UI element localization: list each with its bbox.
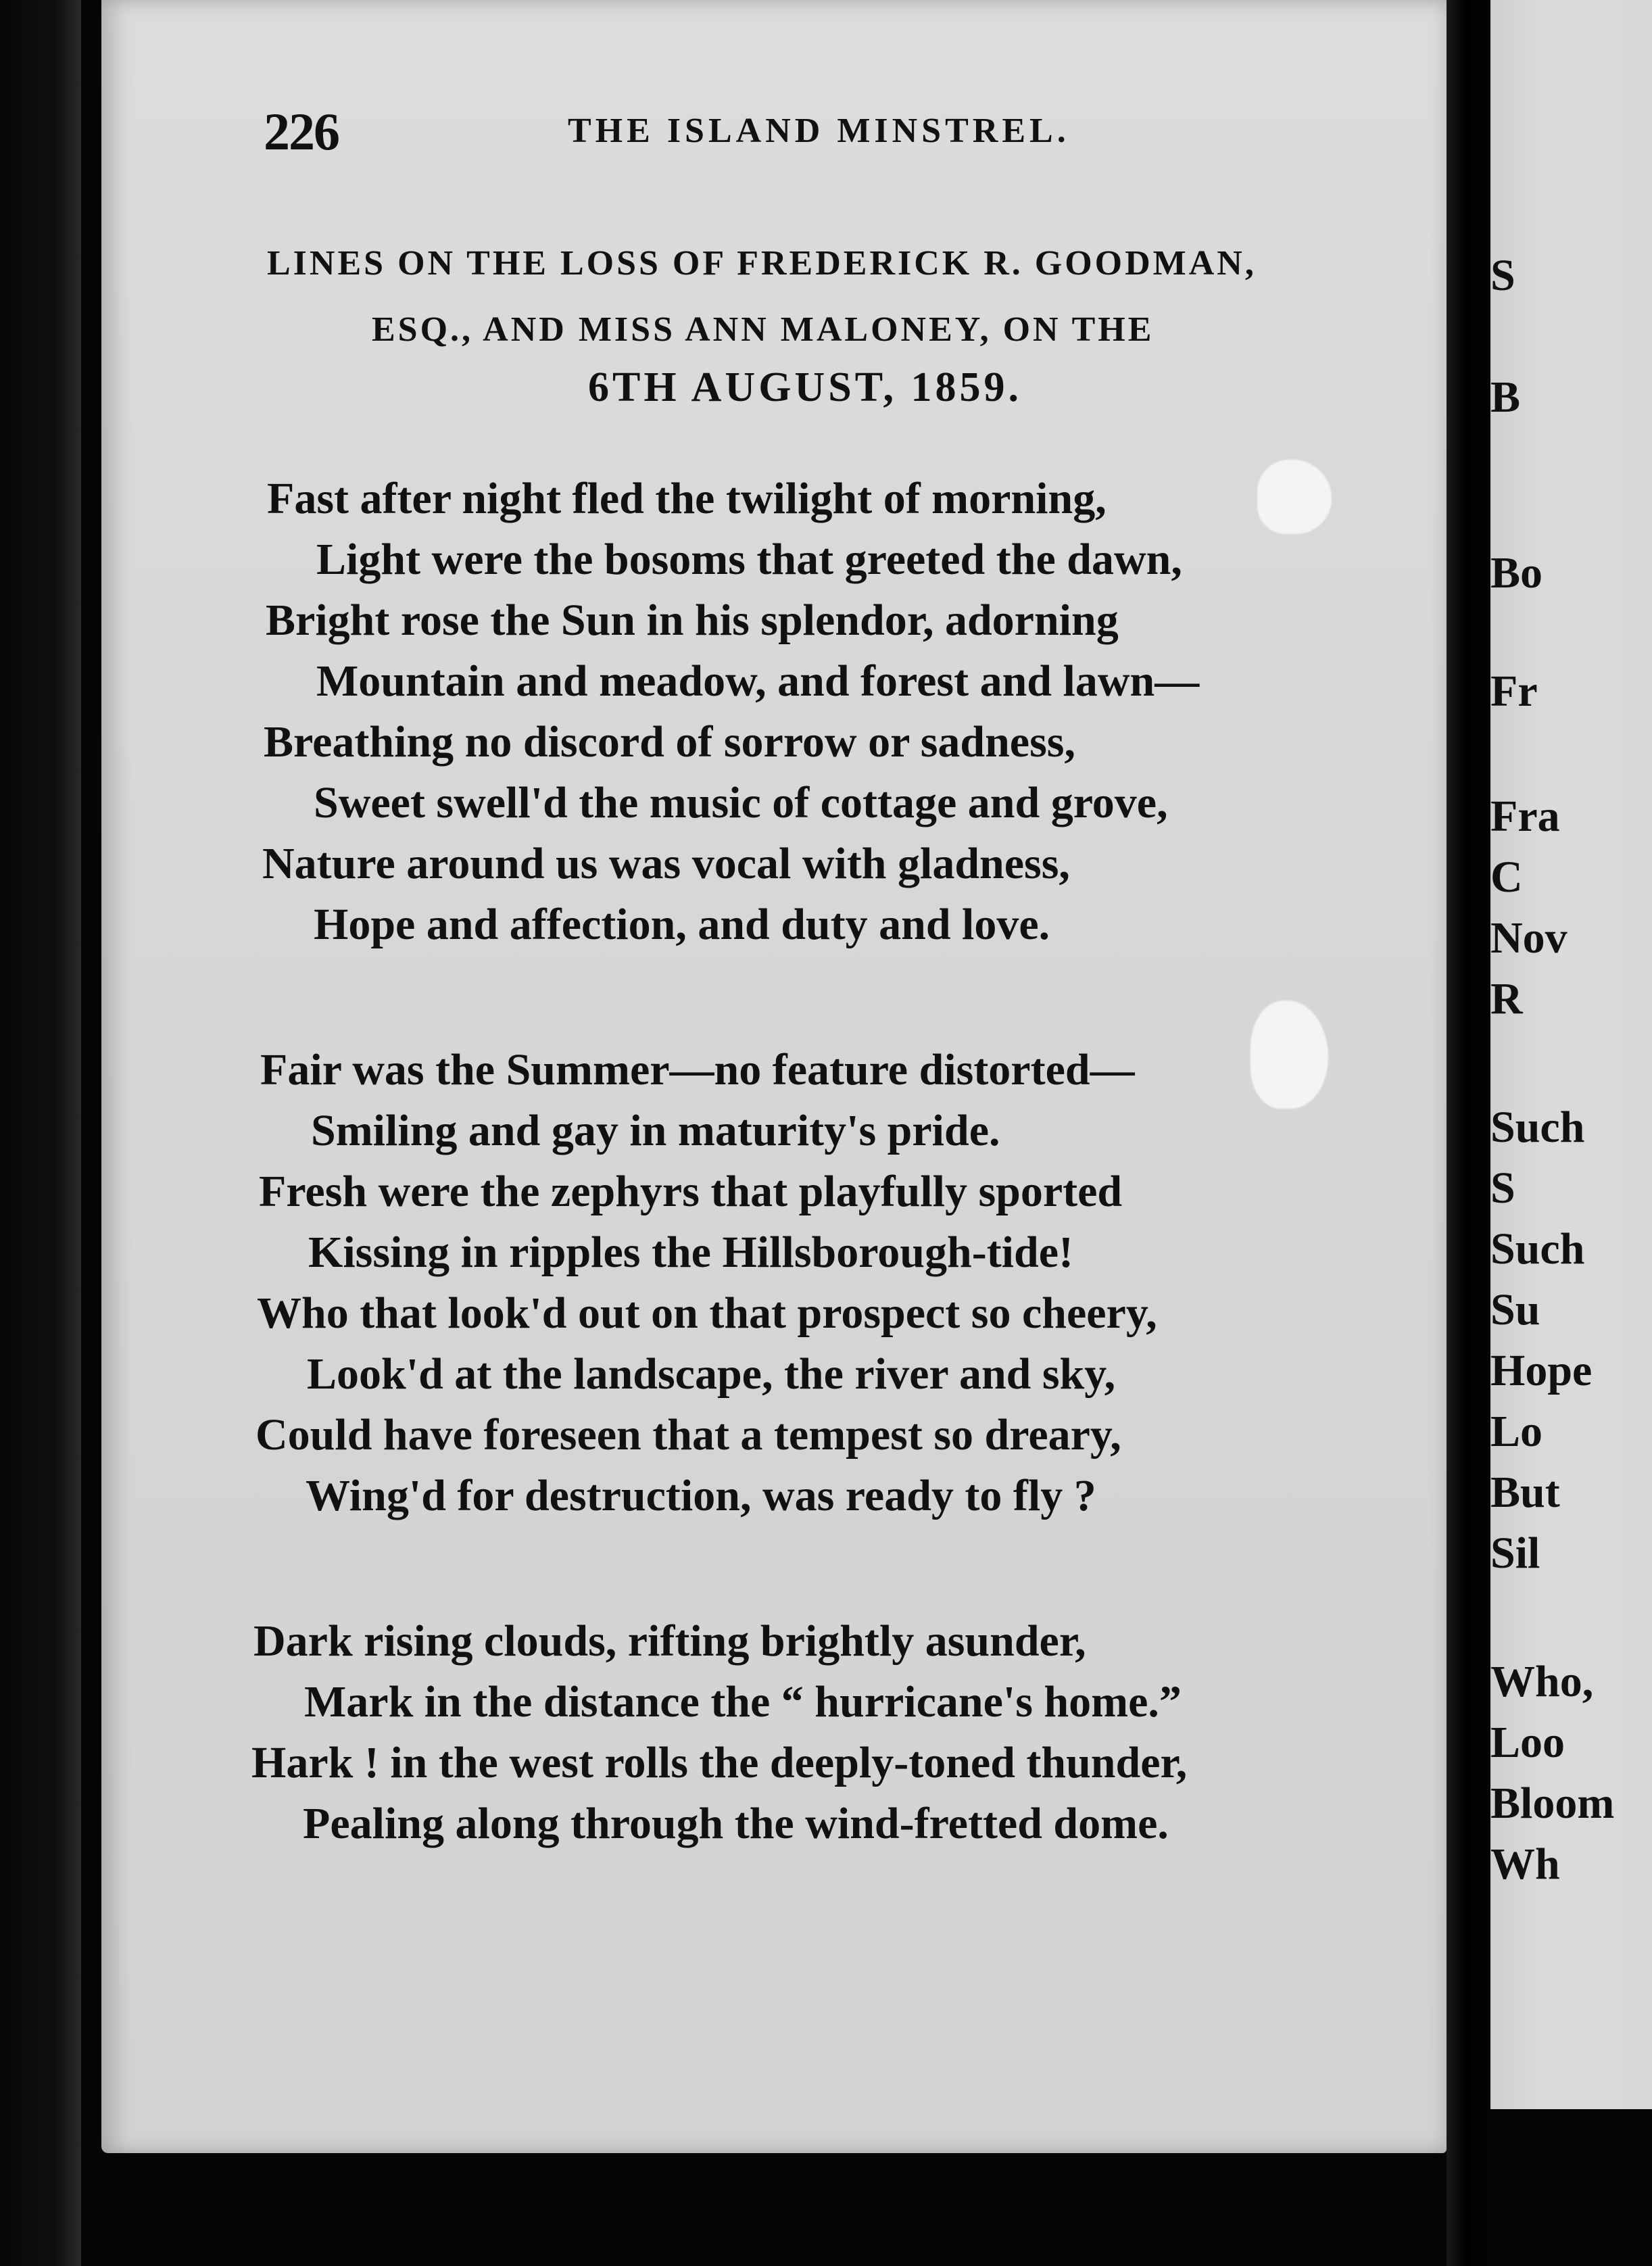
paper-stain bbox=[1257, 460, 1332, 534]
verse-line: Fresh were the zephyrs that playfully sported bbox=[259, 1167, 1123, 1216]
facing-page bbox=[1490, 0, 1652, 2109]
verse-line: Fair was the Summer—no feature distorted— bbox=[260, 1045, 1135, 1094]
page-number: 226 bbox=[264, 102, 339, 161]
facing-page-fragment: Fra bbox=[1490, 792, 1560, 841]
verse-line: Could have foreseen that a tempest so dreary, bbox=[256, 1410, 1121, 1460]
verse-line: Dark rising clouds, rifting brightly asunder, bbox=[253, 1616, 1086, 1666]
facing-page-fragment: Su bbox=[1490, 1285, 1540, 1334]
poem-heading-line: 6TH AUGUST, 1859. bbox=[588, 364, 1022, 410]
facing-page-fragment: B bbox=[1490, 372, 1521, 422]
verse-line: Hark ! in the west rolls the deeply-toned thunder, bbox=[251, 1738, 1188, 1787]
facing-page-fragment: R bbox=[1490, 974, 1523, 1023]
facing-page-fragment: Sil bbox=[1490, 1528, 1540, 1578]
facing-page-fragment: But bbox=[1490, 1468, 1560, 1517]
facing-page-fragment: Loo bbox=[1490, 1718, 1565, 1767]
facing-page-fragment: Wh bbox=[1490, 1839, 1560, 1889]
verse-line: Hope and affection, and duty and love. bbox=[314, 900, 1050, 949]
verse-line: Mark in the distance the “ hurricane's home.” bbox=[304, 1677, 1182, 1727]
facing-page-fragment: Hope bbox=[1490, 1346, 1593, 1395]
facing-page-fragment: Such bbox=[1490, 1224, 1585, 1274]
running-header bbox=[101, 101, 1447, 169]
poem-heading-line: LINES ON THE LOSS OF FREDERICK R. GOODMAN, bbox=[267, 244, 1257, 283]
verse-line: Wing'd for destruction, was ready to fly ? bbox=[306, 1471, 1096, 1520]
verse-line: Light were the bosoms that greeted the dawn, bbox=[316, 535, 1182, 584]
poem-heading-line: ESQ., AND MISS ANN MALONEY, ON THE bbox=[372, 310, 1155, 349]
scan-left-border bbox=[0, 0, 81, 2266]
facing-page-fragment: Fr bbox=[1490, 667, 1538, 716]
verse-line: Kissing in ripples the Hillsborough-tide! bbox=[308, 1228, 1073, 1277]
facing-page-fragment: S bbox=[1490, 251, 1515, 300]
facing-page-fragment: Nov bbox=[1490, 913, 1568, 963]
facing-page-fragment: C bbox=[1490, 852, 1523, 902]
facing-page-fragment: Bloom bbox=[1490, 1779, 1615, 1828]
facing-page-fragment: S bbox=[1490, 1163, 1515, 1213]
facing-page-fragment: Lo bbox=[1490, 1407, 1543, 1456]
facing-page-fragment: Who, bbox=[1490, 1657, 1594, 1706]
verse-line: Mountain and meadow, and forest and lawn— bbox=[316, 656, 1200, 706]
verse-line: Smiling and gay in maturity's pride. bbox=[311, 1106, 1000, 1155]
book-page bbox=[101, 0, 1447, 2153]
verse-line: Pealing along through the wind-fretted dome. bbox=[303, 1799, 1169, 1848]
verse-line: Breathing no discord of sorrow or sadness, bbox=[264, 717, 1075, 767]
book-gutter bbox=[1447, 0, 1494, 2266]
paper-stain bbox=[1250, 1001, 1328, 1109]
facing-page-fragment: Such bbox=[1490, 1103, 1585, 1152]
running-title: THE ISLAND MINSTREL. bbox=[568, 112, 1070, 150]
verse-line: Look'd at the landscape, the river and sky, bbox=[307, 1349, 1116, 1399]
verse-line: Fast after night fled the twilight of morning, bbox=[267, 474, 1107, 523]
verse-line: Who that look'd out on that prospect so cheery, bbox=[257, 1288, 1157, 1338]
facing-page-fragment: Bo bbox=[1490, 548, 1543, 598]
verse-line: Nature around us was vocal with gladness, bbox=[262, 839, 1070, 888]
verse-line: Sweet swell'd the music of cottage and grove, bbox=[314, 778, 1168, 827]
verse-line: Bright rose the Sun in his splendor, adorning bbox=[266, 596, 1119, 645]
